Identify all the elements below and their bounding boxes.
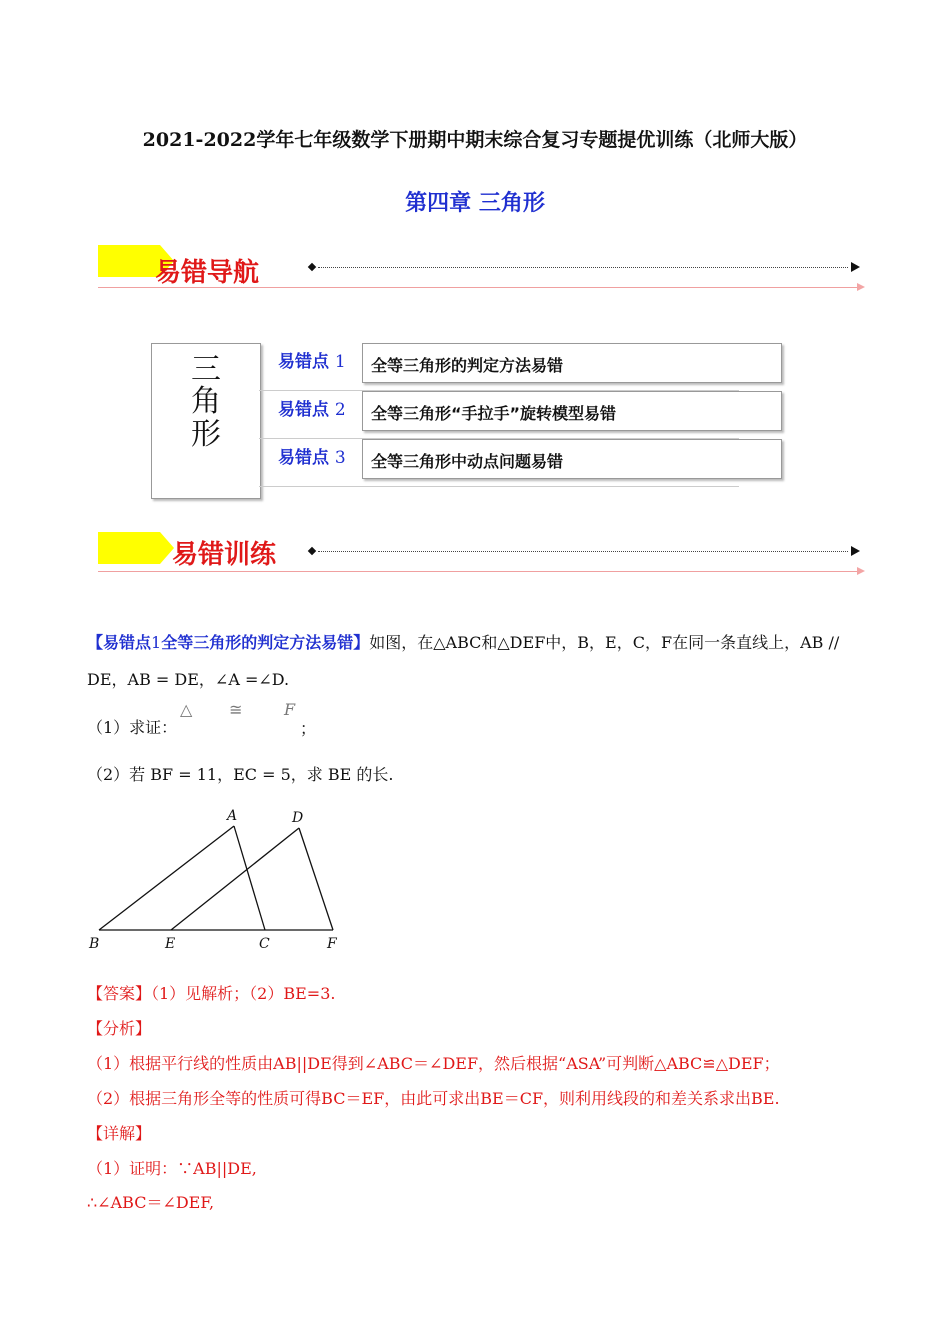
line-df: [299, 828, 333, 930]
geometry-figure: [85, 800, 355, 960]
banner-nav-title: 易错导航: [155, 258, 260, 288]
line-ab: [99, 826, 234, 930]
detail-line2: ∴∠ABC＝∠DEF,: [87, 1193, 215, 1212]
point-label-2: 易错点 2: [278, 400, 346, 420]
label-c: C: [259, 936, 270, 952]
banner-nav-arrow-icon: [851, 262, 860, 272]
part1-symbol-congruent: ≅: [229, 700, 243, 719]
analysis-line1: （1）根据平行线的性质由AB||DE得到∠ABC＝∠DEF，然后根据“ASA”可判断△ABC≌△DEF；: [87, 1054, 780, 1073]
document-title: 2021-2022学年七年级数学下册期中期末综合复习专题提优训练（北师大版）: [142, 129, 808, 151]
point-box-2: 全等三角形“手拉手”旋转模型易错: [362, 391, 782, 431]
answer-line: 【答案】（1）见解析；（2）BE=3.: [87, 984, 336, 1003]
banner-train-diamond: [308, 547, 316, 555]
topic-char-3: 形: [191, 417, 221, 452]
banner-train-title: 易错训练: [172, 540, 277, 570]
nav-divider-3: [259, 486, 739, 487]
label-f: F: [327, 936, 337, 952]
banner-nav-underline-arrow-icon: [857, 283, 865, 291]
point-label-3: 易错点 3: [278, 448, 346, 468]
point-box-1: 全等三角形的判定方法易错: [362, 343, 782, 383]
label-d: D: [292, 810, 304, 826]
analysis-line2: （2）根据三角形全等的性质可得BC＝EF，由此可求出BE＝CF，则利用线段的和差关系求出BE.: [87, 1089, 780, 1108]
banner-nav-dotted-line: [318, 267, 848, 268]
problem-part2: （2）若 BF = 11，EC = 5，求 BE 的长.: [87, 765, 394, 784]
problem-stem-line2: DE，AB = DE，∠A =∠D.: [87, 670, 290, 689]
topic-char-1: 三: [191, 352, 221, 387]
banner-train-underline-arrow-icon: [857, 567, 865, 575]
part1-symbol-triangle: △: [180, 700, 193, 719]
part1-symbol-f: F: [284, 700, 296, 719]
line-ed: [171, 828, 299, 930]
banner-train-arrow-icon: [851, 546, 860, 556]
banner-nav-diamond: [308, 263, 316, 271]
banner-train-underline: [98, 571, 858, 572]
problem-part1: （1）求证：: [87, 718, 178, 737]
detail-heading: 【详解】: [87, 1124, 152, 1143]
part1-suffix: ；: [300, 719, 317, 738]
line-ac: [234, 826, 265, 930]
topic-char-2: 角: [191, 384, 221, 419]
banner-flag-train: [98, 530, 178, 566]
detail-line1: （1）证明：∵AB||DE,: [87, 1159, 257, 1178]
point-box-3: 全等三角形中动点问题易错: [362, 439, 782, 479]
banner-train-dotted-line: [318, 551, 848, 552]
label-b: B: [89, 936, 100, 952]
chapter-title: 第四章 三角形: [405, 190, 545, 216]
problem-stem-line1: 【易错点1全等三角形的判定方法易错】如图，在△ABC和△DEF中，B，E，C，F在同一条直线上，AB //: [87, 633, 840, 652]
point-label-1: 易错点 1: [278, 352, 346, 372]
banner-nav-underline: [98, 287, 858, 288]
label-e: E: [165, 936, 176, 952]
label-a: A: [227, 808, 238, 824]
analysis-heading: 【分析】: [87, 1019, 152, 1038]
